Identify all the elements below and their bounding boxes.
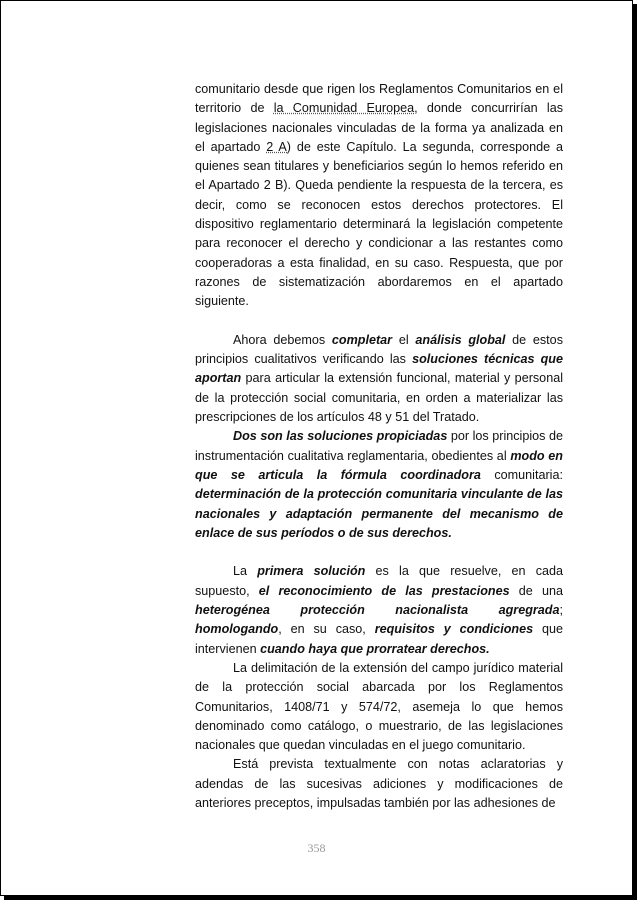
emphasis: primera solución [257,564,366,579]
text-span: comunitaria: [480,467,563,482]
paragraph-gap [195,312,563,331]
emphasis: requisitos y condiciones [374,622,534,637]
paragraph-2 [195,331,563,427]
emphasis: soluciones técnicas que aportan [195,352,563,386]
emphasis: heterogénea protección nacionalista agregrada [195,603,560,618]
paragraph-3 [195,427,563,543]
page-number: 358 [307,841,326,855]
text-span: es la que resuelve, en cada supuesto, [195,564,564,598]
text-span: comunitario desde que rigen los Reglamentos Comunitarios en el territorio de [195,82,563,116]
emphasis: análisis global [415,332,506,347]
body-text [195,80,563,813]
spellcheck-term: la Comunidad Europea [273,101,415,116]
paragraph-6 [195,755,563,813]
paragraph-1 [195,80,563,312]
paragraph-4 [195,562,563,658]
text-span: para articular la extensión funcional, material y personal de la protección social comunitaria, en orden a materializar las prescripciones de los artículos 48 y 51 del Tratado. [195,371,563,425]
text-span: que intervienen [195,622,563,656]
emphasis: Dos son las soluciones propiciadas [233,429,448,444]
text-span: , en su caso, [278,622,375,637]
emphasis: determinación de la protección comunitaria vinculante de las nacionales y adaptación permanente del mecanismo de enlace de sus períodos o de sus derechos. [195,487,563,540]
emphasis: cuando haya que prorratear derechos. [260,641,490,656]
text-span: por los principios de instrumentación cualitativa reglamentaria, obedientes al [195,429,563,463]
paragraph-5 [195,659,563,755]
text-span: ; [559,603,563,618]
emphasis: el reconocimiento de las prestaciones [258,583,510,598]
emphasis: modo en que se articula la fórmula coordinadora [195,448,563,482]
text-span: La [233,564,258,579]
text-span: de este Capítulo. La segunda, corresponde a quienes sean titulares y beneficiarios según lo hemos referido en el Apartado 2 B). Queda pendiente la respuesta de la tercera, es decir, como se reconocen estos derechos protectores. El dispositivo reglamentario determinará la legislación competente para reconocer el derecho y condicionar a las restantes como cooperadoras a esta finalidad, en su caso. Respuesta, que por razones de sistematización abordaremos en el apartado siguiente. [195,139,563,309]
emphasis: homologando [195,622,279,637]
text-span: de una [509,583,563,598]
paragraph-gap [195,543,563,562]
emphasis: completar [331,332,393,347]
spellcheck-term: 2 A) [266,139,291,154]
text-span: Ahora debemos [233,332,332,347]
text-span: , donde concurrirían las legislaciones nacionales vinculadas de la forma ya analizada en el apartado [195,101,563,154]
text-span: de estos principios cualitativos verificando las [195,332,563,367]
text-span: La delimitación de la extensión del campo jurídico material de la protección social abarcada por los Reglamentos Comunitarios, 1408/71 y 574/72, asemeja lo que hemos denominado como catálogo, o muestrario, de las legislaciones nacionales que quedan vinculadas en el juego comunitario. [195,660,563,753]
text-span: Está prevista textualmente con notas aclaratorias y adendas de las sucesivas adiciones y modificaciones de anteriores preceptos, impulsadas también por las adhesiones de [195,757,563,810]
text-span: el [392,332,416,347]
